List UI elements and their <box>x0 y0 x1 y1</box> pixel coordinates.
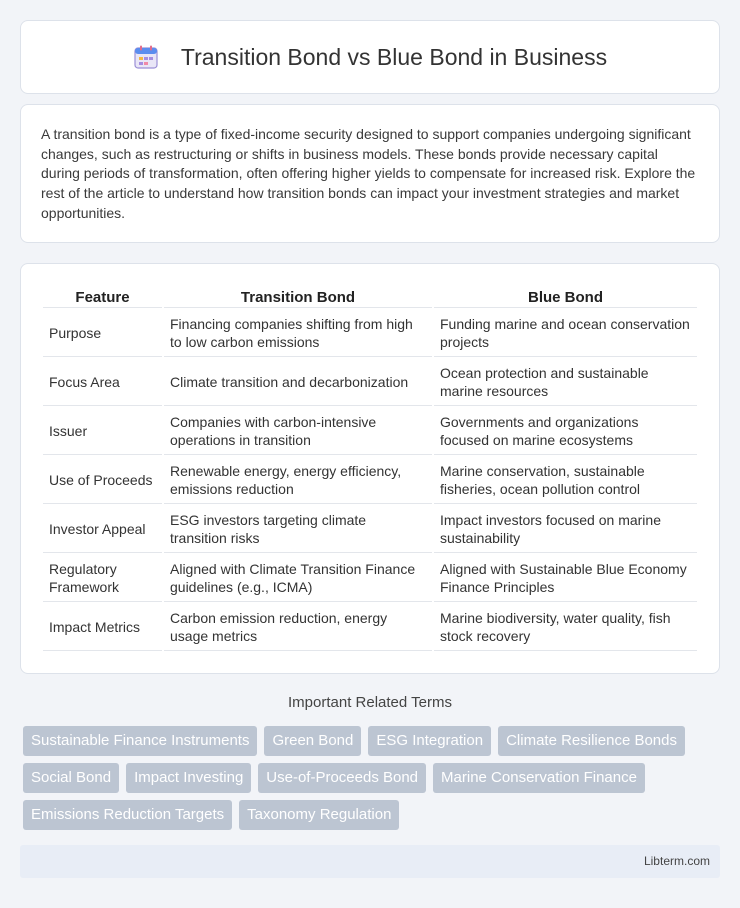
header-feature: Feature <box>43 288 162 308</box>
related-term-tag[interactable]: Use-of-Proceeds Bond <box>258 763 426 793</box>
row-transition-bond: ESG investors targeting climate transition risks <box>164 506 432 553</box>
row-blue-bond: Marine conservation, sustainable fisheries, ocean pollution control <box>434 457 697 504</box>
row-blue-bond: Governments and organizations focused on marine ecosystems <box>434 408 697 455</box>
intro-card <box>20 104 720 243</box>
related-term-tag[interactable]: Climate Resilience Bonds <box>498 726 685 756</box>
calendar-icon <box>133 44 159 70</box>
table-row <box>43 310 697 357</box>
related-term-tag[interactable]: Impact Investing <box>126 763 251 793</box>
row-blue-bond: Ocean protection and sustainable marine resources <box>434 359 697 406</box>
related-term-tag[interactable]: Green Bond <box>264 726 361 756</box>
row-blue-bond: Aligned with Sustainable Blue Economy Finance Principles <box>434 555 697 602</box>
related-terms-list <box>23 726 723 830</box>
row-blue-bond: Marine biodiversity, water quality, fish stock recovery <box>434 604 697 651</box>
table-row <box>43 408 697 455</box>
row-feature: Regulatory Framework <box>43 555 162 602</box>
row-feature: Use of Proceeds <box>43 457 162 504</box>
page-title: Transition Bond vs Blue Bond in Business <box>180 43 608 70</box>
footer-site-link[interactable]: Libterm.com <box>643 854 710 868</box>
row-transition-bond: Renewable energy, energy efficiency, emissions reduction <box>164 457 432 504</box>
row-transition-bond: Companies with carbon-intensive operations in transition <box>164 408 432 455</box>
table-row <box>43 555 697 602</box>
row-transition-bond: Carbon emission reduction, energy usage metrics <box>164 604 432 651</box>
table-header-row <box>43 288 697 308</box>
footer <box>20 845 720 878</box>
table-row <box>43 604 697 651</box>
table-row <box>43 457 697 504</box>
row-transition-bond: Aligned with Climate Transition Finance guidelines (e.g., ICMA) <box>164 555 432 602</box>
table-row <box>43 359 697 406</box>
related-term-tag[interactable]: Emissions Reduction Targets <box>23 800 232 830</box>
related-term-tag[interactable]: ESG Integration <box>368 726 491 756</box>
row-blue-bond: Impact investors focused on marine sustainability <box>434 506 697 553</box>
row-feature: Focus Area <box>43 359 162 406</box>
table-row <box>43 506 697 553</box>
related-term-tag[interactable]: Taxonomy Regulation <box>239 800 399 830</box>
comparison-table-card <box>20 263 720 674</box>
related-term-tag[interactable]: Sustainable Finance Instruments <box>23 726 257 756</box>
header-blue-bond: Blue Bond <box>434 288 697 308</box>
row-feature: Investor Appeal <box>43 506 162 553</box>
intro-paragraph: A transition bond is a type of fixed-income security designed to support companies undergoing significant changes, such as restructuring or shifts in business models. These bonds provide necessary capital during periods of transformation, often offering higher yields to compensate for increased risk. Explore the rest of the article to understand how transition bonds can impact your investment strategies and market opportunities. <box>41 126 696 221</box>
header-transition-bond: Transition Bond <box>164 288 432 308</box>
row-feature: Purpose <box>43 310 162 357</box>
row-blue-bond: Funding marine and ocean conservation projects <box>434 310 697 357</box>
related-term-tag[interactable]: Marine Conservation Finance <box>433 763 645 793</box>
title-card <box>20 20 720 94</box>
row-transition-bond: Financing companies shifting from high to low carbon emissions <box>164 310 432 357</box>
row-feature: Impact Metrics <box>43 604 162 651</box>
related-terms-title: Important Related Terms <box>288 694 452 711</box>
comparison-table <box>41 286 699 653</box>
row-transition-bond: Climate transition and decarbonization <box>164 359 432 406</box>
related-term-tag[interactable]: Social Bond <box>23 763 119 793</box>
row-feature: Issuer <box>43 408 162 455</box>
